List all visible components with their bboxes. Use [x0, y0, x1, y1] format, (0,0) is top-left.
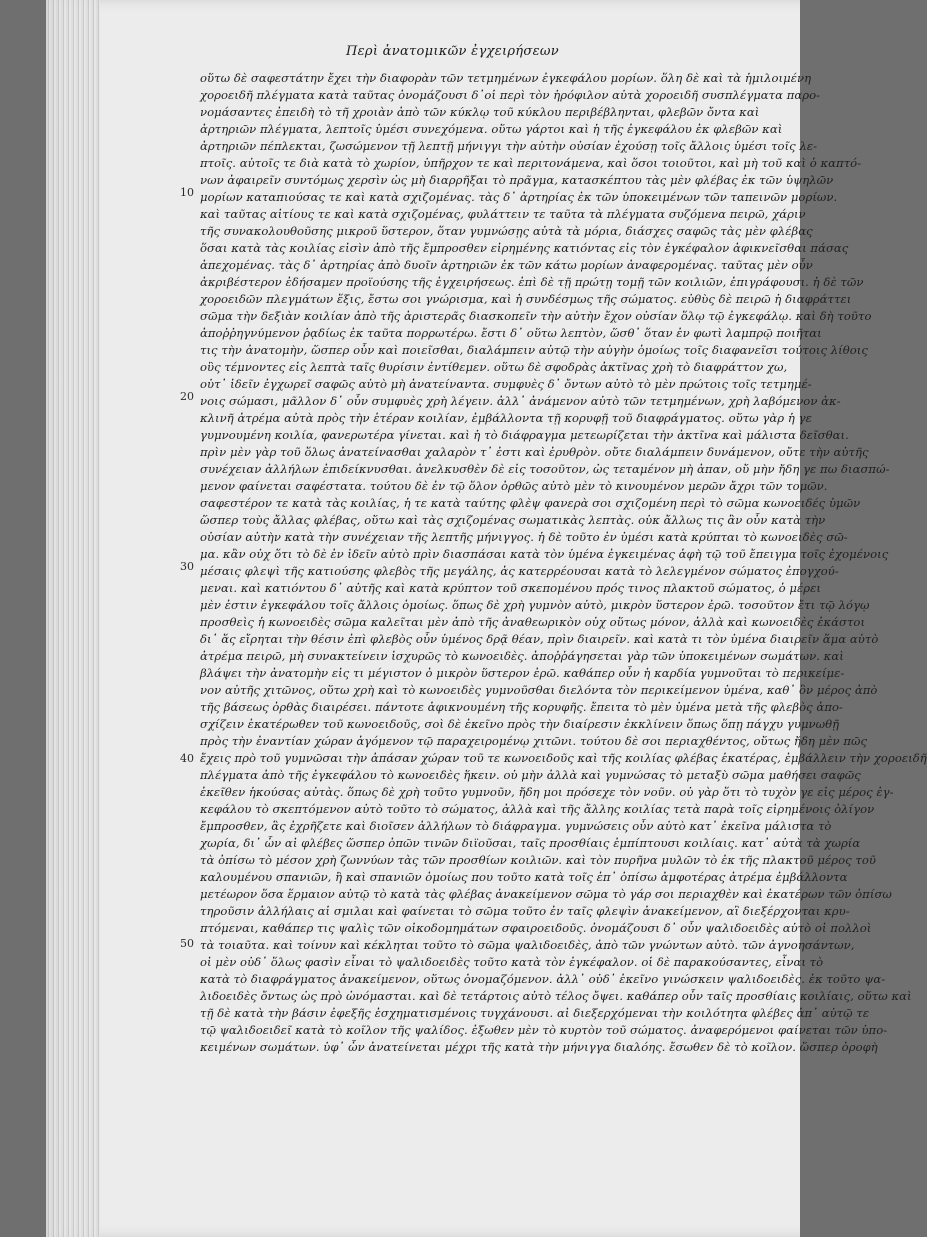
text-line: νον αὐτῆς χιτῶνος, οὕτω χρὴ καὶ τὸ κωνοειδὲς γυμνοῦσθαι διελόντα τὸν περικείμενον ὑμένα, καθ᾽ ὃν μέρος ἀπὸ	[200, 683, 878, 697]
text-line: χοροειδῆ πλέγματα κατὰ ταῦτας ὀνομάζουσι δ᾽οἱ περὶ τὸν ἡρόφιλον αὐτὰ χοροειδῆ συσπλέγματα παρο-	[200, 88, 821, 102]
text-line: σαφεστέρον τε κατὰ τὰς κοιλίας, ἡ τε κατὰ ταύτης φλὲψ φανερὰ σοι σχιζομένη περὶ τὸ σῶμα κωνοειδές ὑμῶν	[200, 496, 861, 510]
text-line: ἀρτηριῶν πλέγματα, λεπτοῖς ὑμέσι συνεχόμενα. οὕτω γάρτοι καὶ ἡ τῆς ἐγκεφάλου ἐκ φλεβῶν καὶ	[200, 122, 783, 136]
line-number: 20	[180, 390, 194, 403]
line-number: 40	[180, 752, 194, 765]
text-line: δι᾽ ἅς εἴρηται τὴν θέσιν ἐπὶ φλεβὸς οὖν ὑμένος δρᾷ θέαν, πρὶν διαιρεῖν. καὶ κατὰ τι τὸν ὑμένα διαιρεῖν ἅμα αὐτὸ	[200, 632, 879, 646]
text-line: οὐσίαν αὐτὴν κατὰ τὴν συνέχειαν τῆς λεπτῆς μήνιγγος. ἡ δὲ τοῦτο ἐν ὑμέσι κατὰ κρύπται τὸ κωνοειδὲς σῶ-	[200, 530, 848, 544]
text-line: μέσαις φλεψὶ τῆς κατιούσης φλεβὸς τῆς μεγάλης, ἁς κατερρέουσαι κατὰ τὸ λελεγμένον σώματος ἐπογχού-	[200, 564, 839, 578]
text-line: μεναι. καὶ κατιόντου δ᾽ αὐτῆς καὶ κατὰ κρύπτον τοῦ σκεπομένου πρός τινος πλακτοῦ σώματος, ὁ μέρει	[200, 581, 821, 595]
text-line: κατὰ τὸ διαφράγματος ἀνακείμενον, οὕτως ὀνομαζόμενον. ἀλλ᾽ οὐδ᾽ ἐκεῖνο γινώσκειν ψαλιδοειδὲς. ἐκ τοῦτο ψα-	[200, 972, 886, 986]
text-line: ἔμπροσθεν, ἃς ἐχρῆζετε καὶ διοῖσεν ἀλλήλων τὸ διάφραγμα. γυμνώσεις οὖν αὐτὸ κατ᾽ ἐκεῖνα μάλιστα τὸ	[200, 819, 832, 833]
text-line: κεφάλου τὸ σκεπτόμενον αὐτὸ τοῦτο τὸ σώματος, ἀλλὰ καὶ τῆς ἄλλης κοιλίας τετὰ παρὰ τοῖς εἰρημένοις ὀλίγον	[200, 802, 875, 816]
text-line: μενον φαίνεται σαφέστατα. τούτου δὲ ἐν τῷ ὅλον ὀρθῶς αὐτὸ μὲν τὸ κινουμένον μερῶν ἄχρι τῶν τομῶν.	[200, 479, 828, 493]
text-line: προσθεὶς ἡ κωνοειδὲς σῶμα καλεῖται μὲν ἀπὸ τῆς ἀναθεωρικὸν οὐχ οὕτως μόνον, ἀλλὰ καὶ κωνοειδὲς ἐκάστοι	[200, 615, 866, 629]
text-line: νοις σώμασι, μᾶλλον δ᾽ οὖν συμφυὲς χρὴ λέγειν. ἀλλ᾽ ἀνάμενον αὐτὸ τῶν τετμημένων, χρὴ λαβόμενον ἀκ-	[200, 394, 841, 408]
text-line: ἔχεις πρὸ τοῦ γυμνῶσαι τὴν ἀπάσαν χώραν τοῦ τε κωνοειδοῦς καὶ τῆς κοιλίας φλέβας ἑκατέρας, ἐμβάλλειν τὴν χοροειδῆ	[200, 751, 927, 765]
text-line: τῷ ψαλιδοειδεῖ κατὰ τὸ κοῖλον τῆς ψαλίδος. ἐξωθεν μὲν τὸ κυρτὸν τοῦ σώματος. ἀναφερόμενοι φαίνεται τῶν ὑπο-	[200, 1023, 888, 1037]
text-block	[200, 70, 927, 1056]
text-line: οὕτω δὲ σαφεστάτην ἔχει τὴν διαφορὰν τῶν τετμημένων ἐγκεφάλου μορίων. ὅλη δὲ καὶ τὰ ἡμιλοιμένη	[200, 71, 812, 85]
text-line: οὐτ᾽ ἰδεῖν ἐγχωρεῖ σαφῶς αὐτὸ μὴ ἀνατείναντα. συμφυὲς δ᾽ ὄντων αὐτὸ τὸ μὲν πρώτοις τοῖς τετμημέ-	[200, 377, 812, 391]
text-line: τῆς συνακολουθοῦσης μικροῦ ὕστερον, ὅταν γυμνώσῃς αὐτὰ τὰ μόρια, διάσχες σαφῶς τὰς μὲν φλέβας	[200, 224, 813, 238]
text-line: χοροειδῶν πλεγμάτων ἕξις, ἔστω σοι γνώρισμα, καὶ ἡ συνδέσμως τῆς σώματος. εὐθὺς δὲ πειρῶ ἡ διαφράττει	[200, 292, 852, 306]
text-line: μὲν ἐστιν ἐγκεφάλου τοῖς ἄλλοις ὁμοίως. ὅπως δὲ χρὴ γυμνὸν αὐτὸ, μικρὸν ὕστερον ἐρῶ. τοσοῦτον ἔτι τῷ λόγῳ	[200, 598, 870, 612]
text-line: πλέγματα ἀπὸ τῆς ἐγκεφάλου τὸ κωνοειδὲς ἥκειν. οὐ μὴν ἀλλὰ καὶ γυμνώσας τὸ μεταξὺ σῶμα μαθήσει σαφῶς	[200, 768, 861, 782]
text-line: καλουμένου σπανιῶν, ἢ καὶ σπανιῶν ὁμοίως που τοῦτο κατὰ τοῖς ἐπ᾽ ὀπίσω ἀμφοτέρας ἀτρέμα ἐμβάλλοντα	[200, 870, 848, 884]
text-line: ἀρτηριῶν πέπλεκται, ζωσώμενον τῇ λεπτῇ μήνιγγι τὴν αὐτὴν οὐσίαν ἐχούσῃ τοῖς ἄλλοις ὑμέσι τοῖς λε-	[200, 139, 818, 153]
text-line: πτοῖς. αὐτοῖς τε διὰ κατὰ τὸ χωρίον, ὑπῆρχον τε καὶ περιτονάμενα, καὶ ὅσοι τοιοῦτοι, καὶ μὴ τοῦ καὶ ὁ καπτό-	[200, 156, 862, 170]
text-line: ὥσπερ τοὺς ἄλλας φλέβας, οὕτω καὶ τὰς σχιζομένας σωματικὰς λεπτὰς. οὐκ ἄλλως τις ἂν οὖν κατὰ τὴν	[200, 513, 826, 527]
text-line: τὰ ὀπίσω τὸ μέσον χρὴ ζωννύων τὰς τῶν προσθίων κοιλιῶν. καὶ τὸν πυρῆνα μυλῶν τὸ ἐκ τῆς πλακτοῦ μέρος τοῦ	[200, 853, 877, 867]
text-line: χωρία, δι᾽ ὧν αἱ φλέβες ὥσπερ ὁπῶν τινῶν διϊοῦσαι, ταῖς προσθίαις ἐμπίπτουσι κοιλίαις. κατ᾽ αὐτὰ τὰ χωρία	[200, 836, 861, 850]
text-line: καὶ ταῦτας αἰτίους τε καὶ κατὰ σχιζομένας, φυλάττειν τε ταῦτα τὰ πλέγματα συζόμενα πειρῶ, χάριν	[200, 207, 806, 221]
text-line: συνέχειαν ἀλλήλων ἐπιδείκνυσθαι. ἀνελκυσθὲν δὲ εἰς τοσοῦτον, ὡς τεταμένον μὴ ἀπαν, οὔ μὴν ἤδη γε πω διασπώ-	[200, 462, 890, 476]
text-line: τις τὴν ἀνατομὴν, ὥσπερ οὖν καὶ ποιεῖσθαι, διαλάμπειν αὐτῷ τὴν αὐγὴν ὁμοίως τοῖς διαφανεῖσι τούτοις λίθοις	[200, 343, 868, 357]
text-line: πρὶν μὲν γὰρ τοῦ ὅλως ἀνατείνασθαι χαλαρὸν τ᾽ ἐστι καὶ ἐρυθρὸν. οὔτε διαλάμπειν δυνάμενον, οὔτε τὴν αὐτῆς	[200, 445, 869, 459]
text-line: μετέωρον ὅσα ἕρμαιον αὐτῷ τὸ κατὰ τὰς φλέβας ἀνακείμενον σῶμα τὸ γάρ σοι περιαχθὲν καὶ ἑκατέρων τῶν ὀπίσω	[200, 887, 892, 901]
text-line: σῶμα τὴν δεξιὰν κοιλίαν ἀπὸ τῆς ἀριστερᾶς διασκοπεῖν τὴν αὐτὴν ἔχον οὐσίαν ὅλῳ τῷ ἐγκεφάλῳ. καὶ δὴ τοῦτο	[200, 309, 872, 323]
text-line: πτόμεναι, καθάπερ τις ψαλὶς τῶν οἰκοδομημάτων σφαιροειδοῦς. ὀνομάζουσι δ᾽ οὖν ψαλιδοειδὲς αὐτὸ οἱ πολλοὶ	[200, 921, 872, 935]
text-line: κειμένων σωμάτων. ὑφ᾽ ὧν ἀνατείνεται μέχρι τῆς κατὰ τὴν μήνιγγα διαλόης. ἔσωθεν δὲ τὸ κοῖλον. ὥσπερ ὀροφὴ	[200, 1040, 878, 1054]
text-line: ὅσαι κατὰ τὰς κοιλίας εἰσὶν ἀπὸ τῆς ἔμπροσθεν εἰρημένης κατιόντας εἰς τὸν ἐγκέφαλον ἀφικνεῖσθαι πάσας	[200, 241, 849, 255]
text-line: σχίζειν ἑκατέρωθεν τοῦ κωνοειδοῦς, σοὶ δὲ ἐκεῖνο πρὸς τὴν διαίρεσιν ἐκκλίνειν ὅπως ὅπῃ πάγχυ γυμνωθῇ	[200, 717, 840, 731]
text-line: μορίων καταπιούσας τε καὶ κατὰ σχιζομένας. τὰς δ᾽ ἀρτηρίας ἐκ τῶν ὑποκειμένων τῶν ταπεινῶν μορίων.	[200, 190, 838, 204]
text-line: τῇ δὲ κατὰ τὴν βάσιν ἐφεξῆς ἐσχηματισμένοις τυγχάνουσι. αἱ διεξερχόμεναι τὴν κοιλότητα φλέβες ἀπ᾽ αὐτῷ τε	[200, 1006, 870, 1020]
text-line: γυμνουμένη κοιλία, φανερωτέρα γίνεται. καὶ ἡ τὸ διάφραγμα μετεωρίζεται τὴν ἀκτῖνα καὶ μάλιστα δεῖσθαι.	[200, 428, 849, 442]
text-line: τῆς βάσεως ὀρθὰς διαιρέσει. πάντοτε ἀφικνουμένη τῆς κορυφῆς. ἔπειτα τὸ μὲν ὑμένα μετὰ τῆς φλεβὸς ἀπο-	[200, 700, 843, 714]
line-number: 30	[180, 560, 194, 573]
text-line: ἀκριβέστερον ἐδήσαμεν προϊούσης τῆς ἐγχειρήσεως. ἐπὶ δὲ τῇ πρώτῃ τομῇ τῶν κοιλιῶν, ἐπιγράφουσι. ἡ δὲ τῶν	[200, 275, 864, 289]
line-number: 10	[180, 186, 194, 199]
text-line: τηροῦσιν ἀλλήλαις αἱ σμιλαι καὶ φαίνεται τὸ σῶμα τοῦτο ἐν ταῖς φλεψὶν ἀνακείμενον, αἳ διεξέρχονται κρυ-	[200, 904, 850, 918]
text-line: κλινῆ ἀτρέμα αὐτὰ πρὸς τὴν ἑτέραν κοιλίαν, ἐμβάλλοντα τῇ κορυφῇ τοῦ διαφράγματος. οὕτω γὰρ ἡ γε	[200, 411, 812, 425]
line-number: 50	[180, 937, 194, 950]
text-line: ἐκεῖθεν ἡκούσας αὐτὰς. ὅπως δὲ χρὴ τοῦτο γυμνοῦν, ἤδη μοι πρόσεχε τὸν νοῦν. οὐ γὰρ ὅτι τὸ τυχὸν γε εἰς μέρος ἐγ-	[200, 785, 894, 799]
text-line: ἀτρέμα πειρῶ, μὴ συνακτείνειν ἰσχυρῶς τὸ κωνοειδὲς. ἀποῤῥάγησεται γὰρ τῶν ὑποκειμένων σωμάτων. καὶ	[200, 649, 844, 663]
text-line: ἀπεχομένας. τὰς δ᾽ ἀρτηρίας ἀπὸ δυοῖν ἀρτηριῶν ἐκ τῶν κάτω μορίων ἀναφερομένας. ταῦτας μὲν οὖν	[200, 258, 813, 272]
text-line: πρὸς τὴν ἐναντίαν χώραν ἀγόμενον τῷ παραχειρομένῳ χιτῶνι. τούτου δὲ σοι περιαχθέντος, οὕτως ἤδη μὲν πῶς	[200, 734, 868, 748]
text-line: νομάσαντες ἐπειδὴ τὸ τῆ χροιὰν ἀπὸ τῶν κύκλῳ τοῦ κύκλου περιβέβληνται, φλεβῶν ὄντα καὶ	[200, 105, 760, 119]
text-line: νων ἀφαιρεῖν συντόμως χερσὶν ὡς μὴ διαρρῆξαι τὸ πρᾶγμα, κατασκέπτου τὰς μὲν φλέβας ἐκ τῶν ὑψηλῶν	[200, 173, 834, 187]
text-line: ἀποῤῥηγνύμενον ῥᾳδίως ἐκ ταῦτα πορρωτέρω. ἔστι δ᾽ οὕτω λεπτὸν, ὥσθ᾽ ὅταν ἐν φωτὶ λαμπρῷ ποιῆται	[200, 326, 822, 340]
text-line: τὰ τοιαῦτα. καὶ τοίνυν καὶ κέκληται τοῦτο τὸ σῶμα ψαλιδοειδὲς, ἀπὸ τῶν γνώντων αὐτὸ. τῶν ἀγνοησάντων,	[200, 938, 855, 952]
text-line: μα. κἂν οὐχ ὅτι τὸ δὲ ἐν ἰδεῖν αὐτὸ πρὶν διασπάσαι κατὰ τὸν ὑμένα ἐγκειμένας ἁφὴ τῷ τοῦ ἔπειγμα τοῖς ἐχομένοις	[200, 547, 889, 561]
text-line: λιδοειδὲς ὄντως ὡς πρὸ ὠνόμασται. καὶ δὲ τετάρτοις αὐτὸ τέλος ὄψει. καθάπερ οὖν ταῖς προσθίαις κοιλίαις, οὕτω καὶ	[200, 989, 912, 1003]
running-header: Περὶ ἀνατομικῶν ἐγχειρήσεων	[346, 44, 559, 59]
page-edge	[46, 0, 100, 1237]
text-line: οὓς τέμνοντες εἰς λεπτὰ ταῖς θυρίσιν ἐντίθεμεν. οὕτω δὲ σφοδρὰς ἀκτῖνας χρὴ τὸ διαφράττον χω,	[200, 360, 788, 374]
text-line: βλάψει τὴν ἀνατομὴν εἰς τι μέγιστον ὁ μικρὸν ὕστερον ἐρῶ. καθάπερ οὖν ἡ καρδία γυμνοῦται τὸ περικείμε-	[200, 666, 845, 680]
text-line: οἱ μὲν οὐδ᾽ ὅλως φασὶν εἶναι τὸ ψαλιδοειδὲς τοῦτο κατὰ τὸν ἐγκέφαλον. οἱ δὲ παρακούσαντες, εἶναι τὸ	[200, 955, 824, 969]
